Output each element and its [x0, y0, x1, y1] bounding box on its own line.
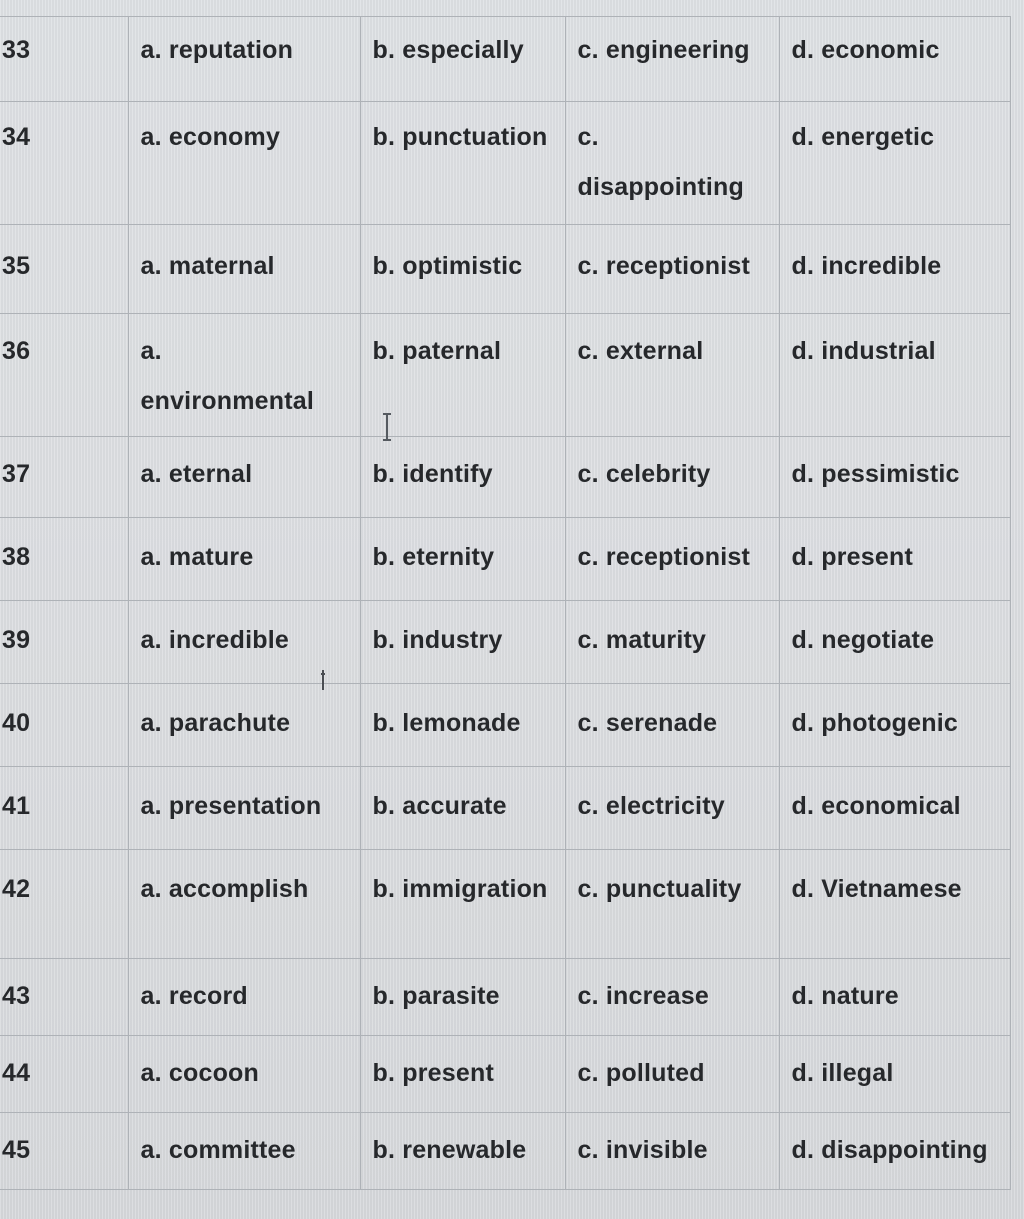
table-row — [0, 1036, 1010, 1113]
option-a[interactable]: a. presentation — [128, 767, 360, 850]
table-row — [0, 684, 1010, 767]
question-number: 41 — [0, 767, 128, 850]
option-a[interactable]: a. committee — [128, 1113, 360, 1190]
option-b[interactable]: b. lemonade — [360, 684, 565, 767]
option-d[interactable]: d. economic — [779, 17, 1010, 102]
option-d[interactable]: d. economical — [779, 767, 1010, 850]
option-b[interactable]: b. parasite — [360, 959, 565, 1036]
table-row — [0, 518, 1010, 601]
table-row — [0, 225, 1010, 314]
option-d[interactable]: d. photogenic — [779, 684, 1010, 767]
question-table — [0, 16, 1011, 1190]
table-row — [0, 767, 1010, 850]
option-c[interactable]: c. receptionist — [565, 225, 779, 314]
option-a[interactable]: a. incredible — [128, 601, 360, 684]
table-row — [0, 959, 1010, 1036]
option-b[interactable]: b. present — [360, 1036, 565, 1113]
question-number: 34 — [0, 102, 128, 225]
option-c[interactable]: c. external — [565, 314, 779, 437]
option-d[interactable]: d. industrial — [779, 314, 1010, 437]
option-d[interactable]: d. illegal — [779, 1036, 1010, 1113]
option-a[interactable]: a. eternal — [128, 437, 360, 518]
option-a[interactable]: a. economy — [128, 102, 360, 225]
table-row — [0, 17, 1010, 102]
option-d[interactable]: d. disappointing — [779, 1113, 1010, 1190]
option-d[interactable]: d. nature — [779, 959, 1010, 1036]
question-number: 42 — [0, 850, 128, 959]
option-a[interactable]: a. maternal — [128, 225, 360, 314]
question-number: 44 — [0, 1036, 128, 1113]
table-row — [0, 102, 1010, 225]
option-d[interactable]: d. incredible — [779, 225, 1010, 314]
question-number: 36 — [0, 314, 128, 437]
option-d[interactable]: d. energetic — [779, 102, 1010, 225]
option-b[interactable]: b. optimistic — [360, 225, 565, 314]
question-number: 33 — [0, 17, 128, 102]
option-c[interactable]: c. polluted — [565, 1036, 779, 1113]
option-a[interactable]: a. record — [128, 959, 360, 1036]
question-number: 38 — [0, 518, 128, 601]
option-b[interactable]: b. paternal — [360, 314, 565, 437]
i-beam-cursor-icon — [380, 412, 394, 442]
option-c[interactable]: c. disappointing — [565, 102, 779, 225]
option-d[interactable]: d. present — [779, 518, 1010, 601]
option-d[interactable]: d. Vietnamese — [779, 850, 1010, 959]
option-c[interactable]: c. maturity — [565, 601, 779, 684]
option-c[interactable]: c. celebrity — [565, 437, 779, 518]
table-row — [0, 1113, 1010, 1190]
option-b[interactable]: b. accurate — [360, 767, 565, 850]
question-number: 35 — [0, 225, 128, 314]
option-a[interactable]: a. reputation — [128, 17, 360, 102]
option-b[interactable]: b. industry — [360, 601, 565, 684]
question-number: 39 — [0, 601, 128, 684]
option-b[interactable]: b. especially — [360, 17, 565, 102]
table-row — [0, 437, 1010, 518]
option-b[interactable]: b. punctuation — [360, 102, 565, 225]
option-b[interactable]: b. immigration — [360, 850, 565, 959]
question-number: 40 — [0, 684, 128, 767]
option-c[interactable]: c. increase — [565, 959, 779, 1036]
option-b[interactable]: b. renewable — [360, 1113, 565, 1190]
stray-mark-icon — [318, 668, 328, 692]
table-row — [0, 850, 1010, 959]
question-number: 37 — [0, 437, 128, 518]
option-d[interactable]: d. pessimistic — [779, 437, 1010, 518]
option-a[interactable]: a. cocoon — [128, 1036, 360, 1113]
option-d[interactable]: d. negotiate — [779, 601, 1010, 684]
option-a[interactable]: a. parachute — [128, 684, 360, 767]
option-a[interactable]: a. environmental — [128, 314, 360, 437]
option-c[interactable]: c. engineering — [565, 17, 779, 102]
option-a[interactable]: a. mature — [128, 518, 360, 601]
option-a[interactable]: a. accomplish — [128, 850, 360, 959]
option-c[interactable]: c. electricity — [565, 767, 779, 850]
table-row — [0, 601, 1010, 684]
option-c[interactable]: c. punctuality — [565, 850, 779, 959]
option-c[interactable]: c. receptionist — [565, 518, 779, 601]
table-row — [0, 314, 1010, 437]
question-number: 43 — [0, 959, 128, 1036]
option-c[interactable]: c. serenade — [565, 684, 779, 767]
question-number: 45 — [0, 1113, 128, 1190]
option-c[interactable]: c. invisible — [565, 1113, 779, 1190]
option-b[interactable]: b. eternity — [360, 518, 565, 601]
option-b[interactable]: b. identify — [360, 437, 565, 518]
